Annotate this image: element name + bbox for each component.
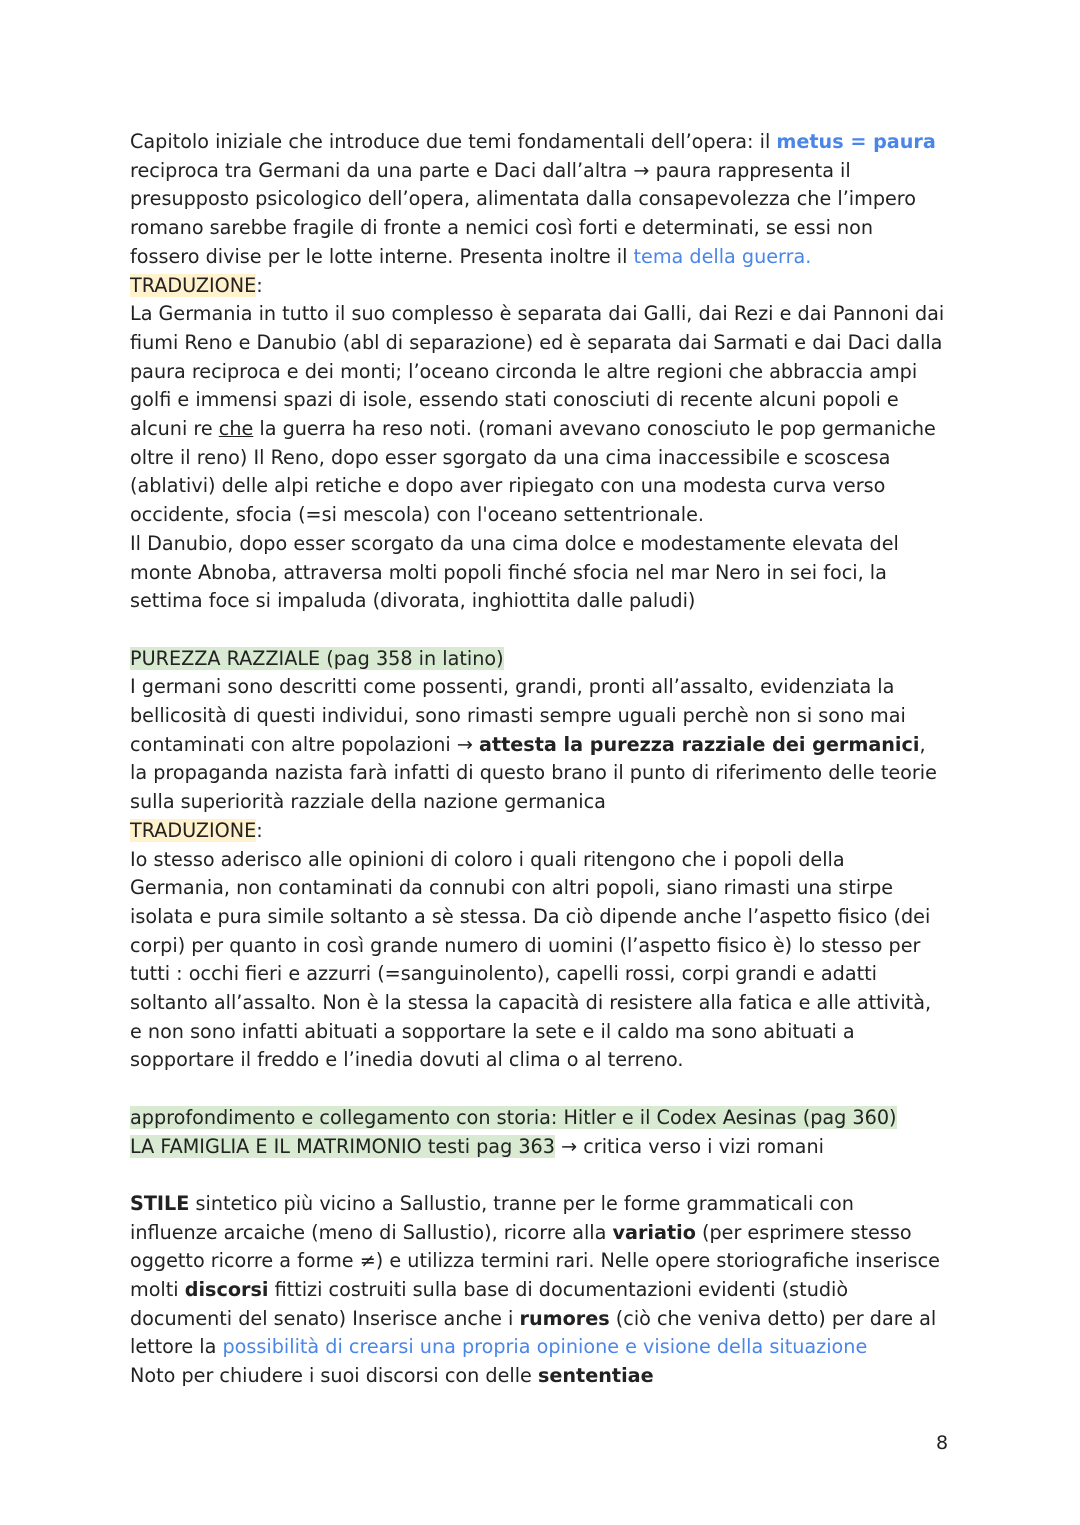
spacer: [130, 1161, 945, 1190]
approfondimento-line: [130, 1104, 945, 1133]
document-page: [130, 128, 945, 1391]
sententiae-term: sententiae: [537, 1364, 654, 1388]
stile-text: sintetico più vicino a Sallustio, tranne per le forme grammaticali con influenze arcaiche (meno di Sallustio), ricorre alla: [130, 1191, 854, 1244]
famiglia-line: [130, 1133, 945, 1162]
colon: :: [256, 818, 263, 842]
metus-term: metus = paura: [776, 130, 936, 153]
tema-guerra-link: tema della guerra.: [633, 244, 812, 268]
stile-paragraph: [130, 1190, 945, 1362]
traduzione-paragraph-2: Io stesso aderisco alle opinioni di coloro i quali ritengono che i popoli della Germania, non contaminati da connubi con altri popoli, siano rimasti una stirpe isolata e pura simile soltanto a sè stessa. Da ciò dipende anche l’aspetto fisico (dei corpi) per quanto in così grande numero di uomini (l’aspetto fisico è) lo stesso per tutti : occhi fieri e azzurri (=sanguinolento), capelli rossi, corpi grandi e adatti soltanto all’assalto. Non è la stessa la capacità di resistere alla fatica e alle attività, e non sono infatti abituati a sopportare la sete e il caldo ma sono abituati a sopportare il freddo e l’inedia dovuti al clima o al terreno.: [130, 847, 932, 1072]
stile-text: (per esprimere stesso oggetto ricorre a forme ≠) e utilizza termini rari. Nelle opere storiografiche inserisce molti: [130, 1220, 940, 1302]
traduzione-label: TRADUZIONE: [130, 273, 257, 297]
purezza-text-cont: , la propaganda nazista farà infatti di questo brano il punto di riferimento delle teorie sulla superiorità razziale della nazione germanica: [130, 732, 937, 814]
variatio-term: variatio: [612, 1220, 696, 1244]
translation-text: La Germania in tutto il suo complesso è separata dai Galli, dai Rezi e dai Pannoni dai fiumi Reno e Danubio (abl di separazione) ed è separata dai Sarmati e dai Daci dalla paura reciproca e dei monti; l’oceano circonda le altre regioni che abbraccia ampi golfi e immensi spazi di isole, essendo stati conosciuti di recente alcuni popoli e alcuni re: [130, 302, 945, 441]
purezza-text: I germani sono descritti come possenti, grandi, pronti all’assalto, evidenziata la bellicosità di questi individui, sono rimasti sempre uguali perchè non si sono mai contaminati con altre popolazioni →: [130, 675, 906, 756]
intro-text: Capitolo iniziale che introduce due temi fondamentali dell’opera: il: [130, 130, 777, 153]
intro-text-cont: reciproca tra Germani da una parte e Daci dall’altra → paura rappresenta il presupposto psicologico dell’opera, alimentata dalla consapevolezza che l’impero romano sarebbe fragile di fronte a nemici così forti e determinati, se essi non fossero divise per le lotte interne. Presenta inoltre il: [130, 158, 917, 268]
purezza-heading-text: PUREZZA RAZZIALE (pag 358 in latino): [130, 646, 504, 670]
discorsi-term: discorsi: [184, 1278, 269, 1302]
purezza-paragraph: [130, 673, 945, 817]
stile-text: fittizi costruiti sulla base di documentazioni evidenti (studiò documenti del senato) Inserisce anche i: [130, 1278, 849, 1330]
stile-label: STILE: [130, 1191, 190, 1215]
stile-text: (ciò che veniva detto) per dare al lettore la: [130, 1306, 937, 1359]
spacer: [130, 1075, 945, 1104]
traduzione-heading-1: [130, 272, 945, 301]
purezza-bold: attesta la purezza razziale dei germanici: [479, 732, 920, 756]
page-number: 8: [936, 1432, 949, 1454]
traduzione-label: TRADUZIONE: [130, 818, 257, 842]
intro-paragraph: [130, 128, 945, 272]
critica-text: → critica verso i vizi romani: [554, 1134, 824, 1158]
spacer: [130, 616, 945, 645]
underlined-che: che: [218, 417, 254, 441]
famiglia-text: LA FAMIGLIA E IL MATRIMONIO testi pag 363: [130, 1134, 555, 1158]
danubio-paragraph: Il Danubio, dopo esser scorgato da una cima dolce e modestamente elevata del monte Abnoba, attraversa molti popoli finché sfocia nel mar Nero in sei foci, la settima foce si impaluda (divorata, inghiottita dalle paludi): [130, 531, 899, 613]
traduzione-paragraph-1: [130, 300, 945, 530]
colon: :: [256, 273, 263, 297]
traduzione-heading-2: [130, 817, 945, 846]
sententiae-line: [130, 1362, 945, 1391]
purezza-heading: [130, 645, 945, 674]
rumores-term: rumores: [519, 1306, 610, 1330]
approfondimento-text: approfondimento e collegamento con storia: Hitler e il Codex Aesinas (pag 360): [130, 1105, 897, 1129]
stile-text: Noto per chiudere i suoi discorsi con delle: [130, 1364, 538, 1388]
possibilita-link: possibilità di crearsi una propria opinione e visione della situazione: [222, 1335, 868, 1359]
translation-text-cont: la guerra ha reso noti. (romani avevano conosciuto le pop germaniche oltre il reno) Il Reno, dopo esser sgorgato da una cima inaccessibile e scoscesa (ablativi) delle alpi retiche e dopo aver ripiegato con una modesta curva verso occidente, sfocia (=si mescola) con l'oceano settentrionale.: [130, 417, 936, 527]
